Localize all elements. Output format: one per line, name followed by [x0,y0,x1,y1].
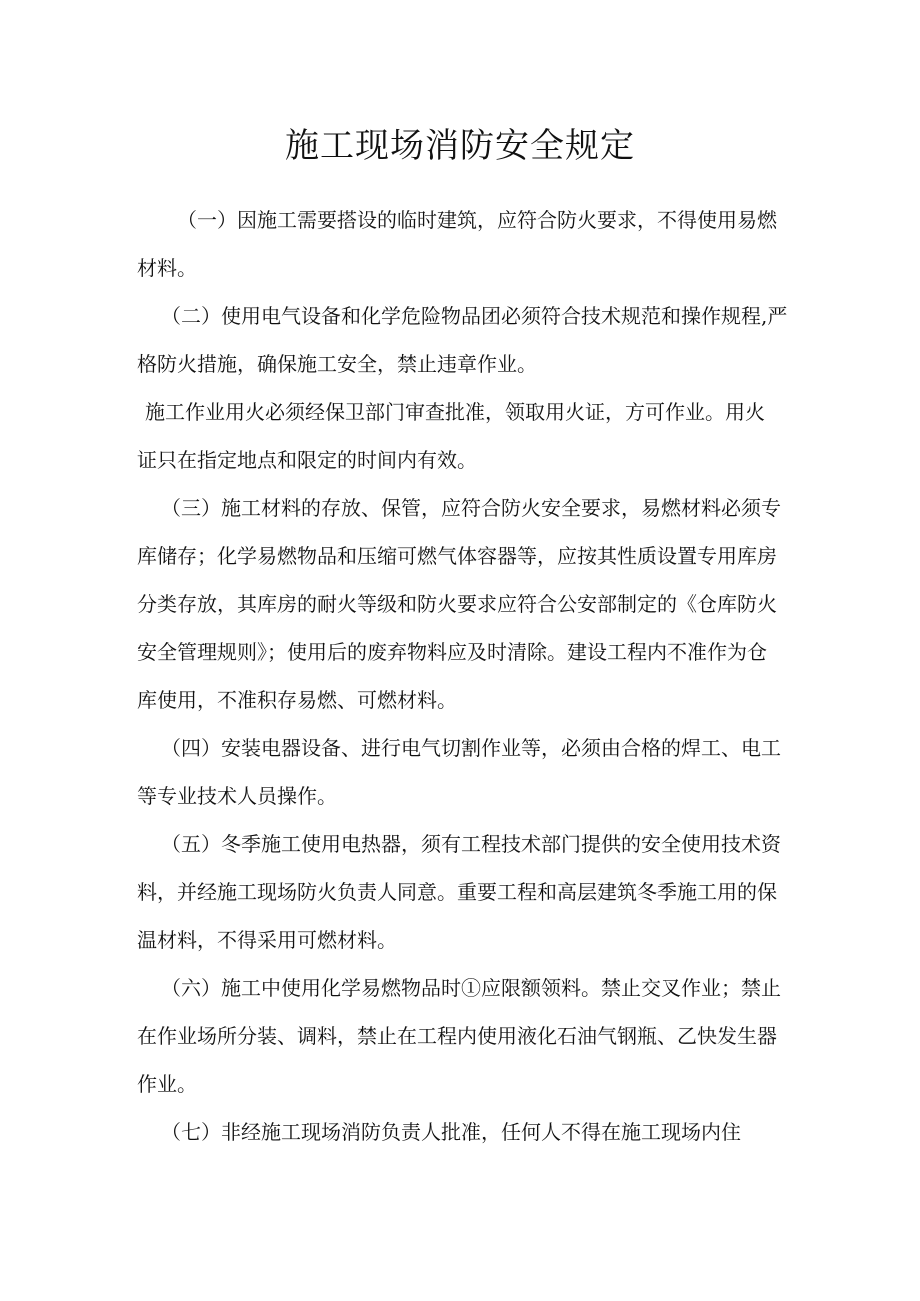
paragraph-line: 证只在指定地点和限定的时间内有效。 [137,448,477,472]
paragraph-line: （二）使用电气设备和化学危险物品团必须符合技术规范和操作规程,严 [161,304,788,328]
paragraph-line: 格防火措施，确保施工安全，禁止违章作业。 [137,352,537,376]
paragraph-6 [137,820,792,964]
paragraph-line: 库储存；化学易燃物品和压缩可燃气体容器等，应按其性质设置专用库房 [137,544,777,568]
paragraph-line: （一）因施工需要搭设的临时建筑，应符合防火要求，不得使用易燃 [177,208,777,232]
paragraph-5 [137,724,792,820]
paragraph-line: 料，并经施工现场防火负责人同意。重要工程和高层建筑冬季施工用的保 [137,880,777,904]
paragraph-line: 分类存放，其库房的耐火等级和防火要求应符合公安部制定的《仓库防火 [137,592,777,616]
document-title: 施工现场消防安全规定 [285,126,635,166]
paragraph-line: （三）施工材料的存放、保管，应符合防火安全要求，易燃材料必须专 [161,496,781,520]
paragraph-line: 作业。 [137,1072,197,1096]
paragraph-2 [137,292,792,388]
paragraph-3 [137,388,792,484]
paragraph-8 [137,1108,792,1156]
paragraph-line: 温材料，不得采用可燃材料。 [137,928,397,952]
paragraph-line: 在作业场所分装、调料，禁止在工程内使用液化石油气钢瓶、乙快发生器 [137,1024,777,1048]
paragraph-line: 等专业技术人员操作。 [137,784,337,808]
paragraph-4 [137,484,792,724]
paragraph-line: 施工作业用火必须经保卫部门审查批准，领取用火证，方可作业。用火 [145,400,765,424]
paragraph-line: 安全管理规则》；使用后的废弃物料应及时清除。建设工程内不准作为仓 [137,640,767,664]
paragraph-line: （七）非经施工现场消防负责人批准，任何人不得在施工现场内住 [161,1120,741,1144]
paragraph-1 [137,196,792,292]
paragraph-line: （六）施工中使用化学易燃物品时①应限额领料。禁止交叉作业；禁止 [161,976,781,1000]
paragraph-line: （四）安装电器设备、进行电气切割作业等，必须由合格的焊工、电工 [161,736,781,760]
document-body [137,196,792,1156]
paragraph-line: 材料。 [137,256,197,280]
paragraph-line: 库使用，不准积存易燃、可燃材料。 [137,688,457,712]
paragraph-7 [137,964,792,1108]
paragraph-line: （五）冬季施工使用电热器，须有工程技术部门提供的安全使用技术资 [161,832,781,856]
